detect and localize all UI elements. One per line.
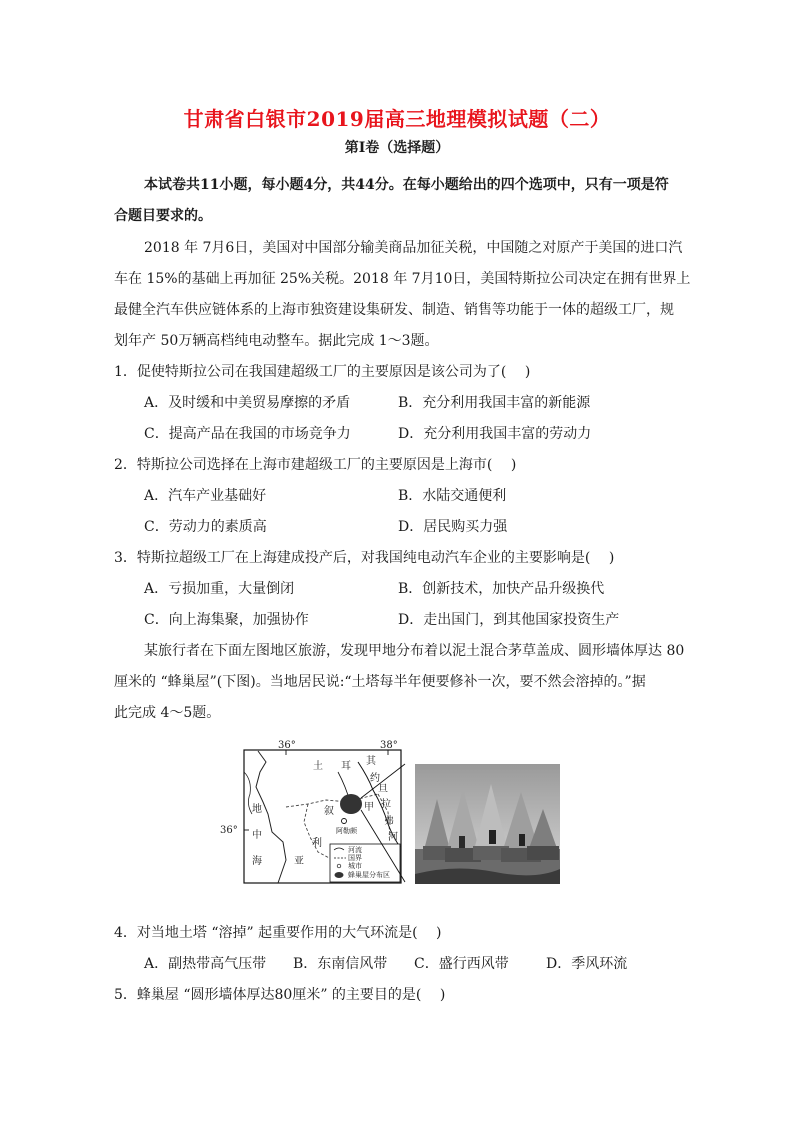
question-stem: 2．特斯拉公司选择在上海市建超级工厂的主要原因是上海市( ) <box>114 457 517 473</box>
map-label-er: 耳 <box>341 761 351 772</box>
passage1-line: 车在 15%的基础上再加征 25%关税。2018 年 7月10日，美国特斯拉公司决定在拥有世界上 <box>114 271 691 287</box>
legend-hive-area: 蜂巢屋分布区 <box>348 871 390 879</box>
passage2-line: 此完成 4～5题。 <box>114 705 221 721</box>
question-option[interactable]: D．走出国门，到其他国家投资生产 <box>398 612 620 628</box>
passage1-line: 划年产 50万辆高档纯电动整车。据此完成 1～3题。 <box>114 333 439 349</box>
map-label-yue: 约 <box>370 773 380 784</box>
map-label-jia: 甲 <box>364 802 374 813</box>
map-label-tu: 土 <box>313 761 323 772</box>
location-map <box>220 740 405 885</box>
question-option[interactable]: D．季风环流 <box>546 956 628 972</box>
question-option[interactable]: A．及时缓和中美贸易摩擦的矛盾 <box>144 395 351 411</box>
instructions-line-1: 本试卷共11小题，每小题4分，共44分。在每小题给出的四个选项中，只有一项是符 <box>144 177 669 193</box>
map-label-zhong: 中 <box>252 830 262 841</box>
page-title: 甘肃省白银市2019届高三地理模拟试题（二） <box>183 107 611 131</box>
legend-border: 国界 <box>348 854 362 862</box>
lat-label: 36° <box>220 825 238 836</box>
passage1-line: 最健全汽车供应链体系的上海市独资建设集研发、制造、销售等功能于一体的超级工厂，规 <box>114 302 674 318</box>
section-subtitle: 第Ⅰ卷（选择题） <box>344 140 450 156</box>
question-stem: 4．对当地土塔 “溶掉” 起重要作用的大气环流是( ) <box>114 925 442 941</box>
city-marker <box>342 819 347 824</box>
beehive-house-photo <box>415 764 560 884</box>
question-option[interactable]: A．汽车产业基础好 <box>144 488 267 504</box>
question-option[interactable]: C．劳动力的素质高 <box>144 519 267 535</box>
question-option[interactable]: B．充分利用我国丰富的新能源 <box>398 395 591 411</box>
legend-river: 河流 <box>348 846 362 854</box>
lon-label-left: 36° <box>278 740 296 751</box>
map-label-li: 利 <box>312 838 322 849</box>
map-label-xu: 叙 <box>324 806 334 817</box>
map-label-he: 河 <box>388 832 398 843</box>
question-option[interactable]: A．副热带高气压带 <box>144 956 267 972</box>
map-label-fei: 弗 <box>384 816 394 827</box>
map-label-hai: 海 <box>252 856 262 867</box>
question-stem: 1．促使特斯拉公司在我国建超级工厂的主要原因是该公司为了( ) <box>114 364 531 380</box>
map-label-ya: 亚 <box>294 856 304 867</box>
question-option[interactable]: B．水陆交通便利 <box>398 488 507 504</box>
map-label-city: 阿勒颇 <box>336 827 357 835</box>
question-option[interactable]: A．亏损加重，大量倒闭 <box>144 581 295 597</box>
question-stem: 5．蜂巢屋 “圆形墙体厚达80厘米” 的主要目的是( ) <box>114 987 446 1003</box>
question-option[interactable]: C．提高产品在我国的市场竞争力 <box>144 426 351 442</box>
question-option[interactable]: B．东南信风带 <box>293 956 388 972</box>
question-option[interactable]: D．充分利用我国丰富的劳动力 <box>398 426 592 442</box>
question-option[interactable]: D．居民购买力强 <box>398 519 508 535</box>
legend-city: 城市 <box>348 862 362 870</box>
question-stem: 3．特斯拉超级工厂在上海建成投产后，对我国纯电动汽车企业的主要影响是( ) <box>114 550 615 566</box>
passage2-line: 厘米的 “蜂巢屋”(下图)。当地居民说:“土塔每半年便要修补一次，要不然会溶掉的。”据 <box>114 674 646 690</box>
question-option[interactable]: B．创新技术，加快产品升级换代 <box>398 581 605 597</box>
map-label-di: 地 <box>252 804 262 815</box>
instructions-line-2: 合题目要求的。 <box>114 208 212 224</box>
passage2-line: 某旅行者在下面左图地区旅游，发现甲地分布着以泥土混合茅草盖成、圆形墙体厚达 80 <box>144 643 685 659</box>
lon-label-right: 38° <box>380 740 398 751</box>
map-label-qi: 其 <box>366 756 376 767</box>
figure <box>220 740 560 885</box>
passage1-line: 2018 年 7月6日，美国对中国部分输美商品加征关税，中国随之对原产于美国的进口汽 <box>144 240 683 256</box>
question-option[interactable]: C．盛行西风带 <box>414 956 509 972</box>
map-label-dan: 旦 <box>378 784 388 795</box>
question-option[interactable]: C．向上海集聚，加强协作 <box>144 612 309 628</box>
map-label-la: 拉 <box>381 799 391 810</box>
